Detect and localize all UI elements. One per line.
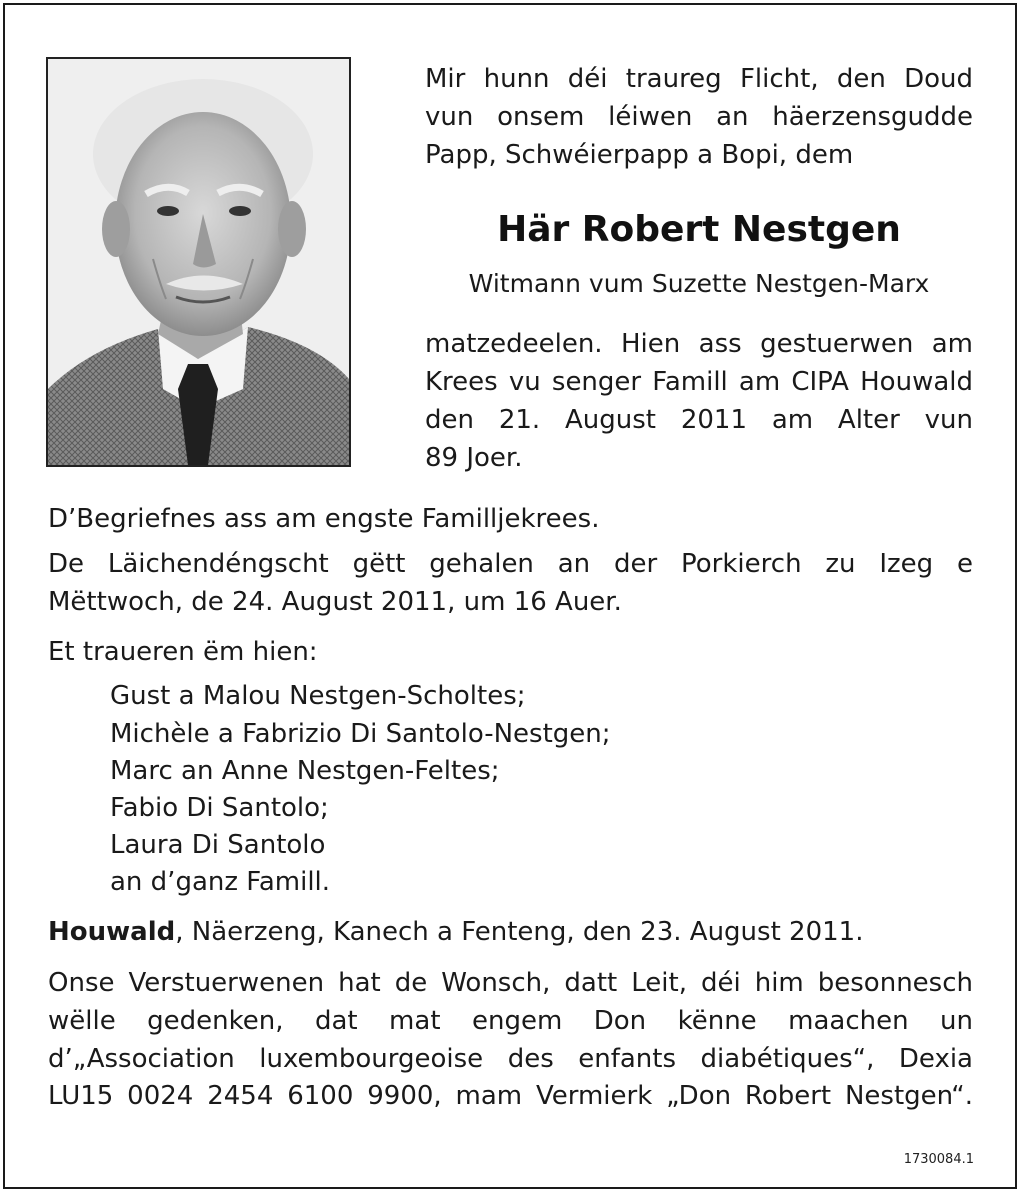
place-name: Houwald (48, 917, 176, 947)
mourner-name: Marc an Anne Nestgen-Feltes; (110, 756, 500, 786)
donation-line-3: d’„Association luxembourgeoise des enfants diabétiques“, Dexia (48, 1044, 973, 1074)
announcement-line-1: matzedeelen. Hien ass gestuerwen am (425, 329, 973, 359)
intro-line-2: vun onsem léiwen an häerzensgudde (425, 102, 973, 132)
announcement-line-3: den 21. August 2011 am Alter vun (425, 405, 973, 435)
announcement-line-4: 89 Joer. (425, 443, 523, 473)
service-line-1: De Läichendéngscht gëtt gehalen an der Porkierch zu Izeg e (48, 549, 973, 579)
deceased-subtitle: Witmann vum Suzette Nestgen-Marx (468, 269, 930, 298)
donation-line-1: Onse Verstuerwenen hat de Wonsch, datt Leit, déi him besonnesch (48, 968, 973, 998)
burial-note: D’Begriefnes ass am engste Familljekrees. (48, 504, 600, 534)
donation-line-2: wëlle gedenken, dat mat engem Don kënne maachen un (48, 1006, 973, 1036)
service-line-2: Mëttwoch, de 24. August 2011, um 16 Auer. (48, 587, 622, 617)
intro-line-1: Mir hunn déi traureg Flicht, den Doud (425, 64, 973, 94)
intro-line-3: Papp, Schwéierpapp a Bopi, dem (425, 140, 854, 170)
mourner-name: Michèle a Fabrizio Di Santolo-Nestgen; (110, 719, 611, 749)
place-date-rest: , Näerzeng, Kanech a Fenteng, den 23. August 2011. (175, 917, 864, 947)
deceased-name: Här Robert Nestgen (497, 209, 901, 250)
place-date-line (48, 913, 863, 951)
donation-line-4: LU15 0024 2454 6100 9900, mam Vermierk „Don Robert Nestgen“. (48, 1081, 973, 1111)
mourners-heading: Et traueren ëm hien: (48, 637, 318, 667)
announcement-line-2: Krees vu senger Famill am CIPA Houwald (425, 367, 973, 397)
reference-number: 1730084.1 (903, 1152, 974, 1167)
mourner-name: Laura Di Santolo (110, 830, 326, 860)
portrait-photo (46, 57, 351, 467)
mourner-name: Fabio Di Santolo; (110, 793, 329, 823)
mourner-name: an d’ganz Famill. (110, 867, 331, 897)
mourner-name: Gust a Malou Nestgen-Scholtes; (110, 681, 526, 711)
